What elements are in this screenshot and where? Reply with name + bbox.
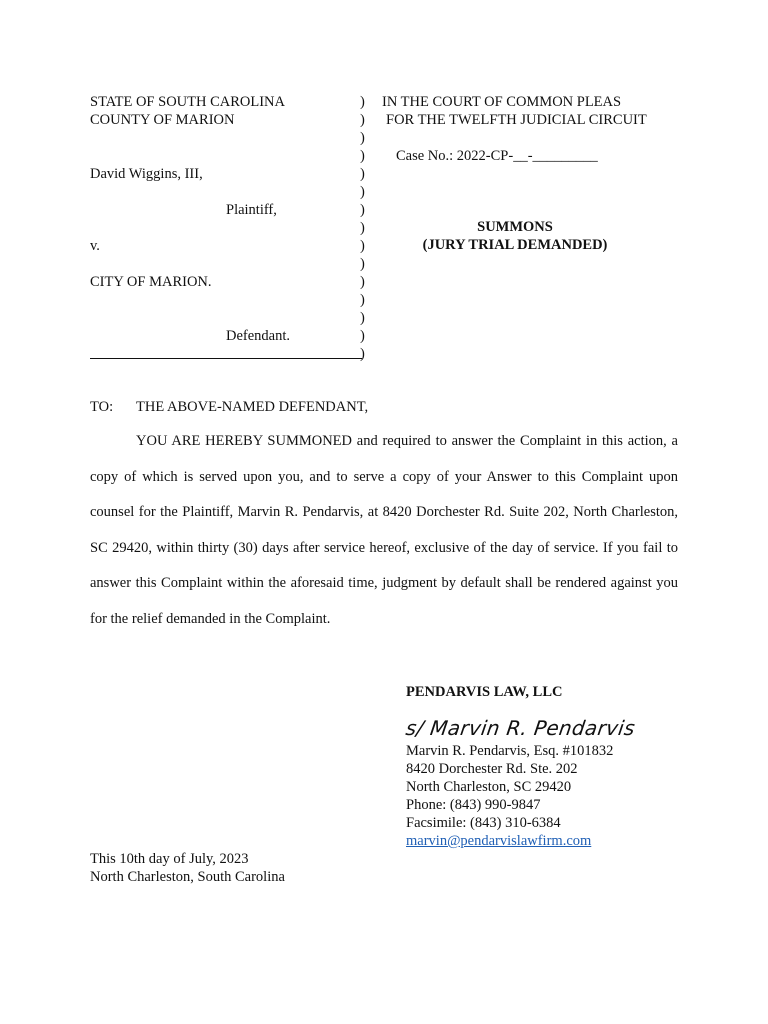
document-subtitle: (JURY TRIAL DEMANDED) (422, 237, 608, 253)
caption-county: COUNTY OF MARION (90, 112, 235, 128)
caption-defendant-name: CITY OF MARION. (90, 274, 212, 290)
caption-underline (90, 358, 362, 359)
caption-paren: ) (360, 112, 365, 128)
to-label: TO: (90, 399, 114, 415)
caption-paren: ) (360, 310, 365, 326)
caption-paren: ) (360, 346, 365, 362)
caption-paren-column (360, 93, 372, 363)
to-value: THE ABOVE-NAMED DEFENDANT, (136, 399, 369, 415)
caption-paren: ) (360, 328, 365, 344)
caption-court-line1: IN THE COURT OF COMMON PLEAS (382, 94, 622, 110)
caption-case-number: Case No.: 2022-CP-__-_________ (396, 148, 598, 164)
caption-paren: ) (360, 220, 365, 236)
caption-paren: ) (360, 184, 365, 200)
place-line: North Charleston, South Carolina (90, 869, 285, 885)
date-line: This 10th day of July, 2023 (90, 851, 249, 867)
email-link[interactable]: marvin@pendarvislawfirm.com (406, 833, 592, 849)
caption-plaintiff-name: David Wiggins, III, (90, 166, 203, 182)
phone-number: Phone: (843) 990-9847 (406, 797, 541, 813)
caption-defendant-label: Defendant. (226, 328, 291, 344)
caption-paren: ) (360, 274, 365, 290)
caption-paren: ) (360, 148, 365, 164)
caption-court-line2: FOR THE TWELFTH JUDICIAL CIRCUIT (386, 112, 647, 128)
caption-paren: ) (360, 202, 365, 218)
caption-paren: ) (360, 238, 365, 254)
document-title: SUMMONS (477, 219, 553, 235)
fax-number: Facsimile: (843) 310-6384 (406, 815, 561, 831)
caption-paren: ) (360, 256, 365, 272)
caption-paren: ) (360, 292, 365, 308)
caption-paren: ) (360, 130, 365, 146)
caption-state: STATE OF SOUTH CAROLINA (90, 94, 285, 110)
caption-paren: ) (360, 94, 365, 110)
caption-versus: v. (90, 238, 100, 254)
caption-plaintiff-label: Plaintiff, (226, 202, 277, 218)
caption-paren: ) (360, 166, 365, 182)
firm-name: PENDARVIS LAW, LLC (406, 684, 563, 700)
handwritten-signature: s/ Marvin R. Pendarvis (404, 716, 637, 740)
attorney-name: Marvin R. Pendarvis, Esq. #101832 (406, 743, 614, 759)
address-line2: North Charleston, SC 29420 (406, 779, 572, 795)
summons-paragraph: YOU ARE HEREBY SUMMONED and required to answer the Complaint in this action, a copy of which is served upon you, and to serve a copy of your Answer to this Complaint upon counsel for the Plaintiff, Marvin R. Pendarvis, at 8420 Dorchester Rd. Suite 202, North Charleston, SC 29420, within thirty (30) days after service hereof, exclusive of the day of service. If you fail to answer this Complaint within the aforesaid time, judgment by default shall be rendered against you for the relief demanded in the Complaint. (90, 433, 678, 627)
summons-body (90, 424, 678, 638)
address-line1: 8420 Dorchester Rd. Ste. 202 (406, 761, 578, 777)
